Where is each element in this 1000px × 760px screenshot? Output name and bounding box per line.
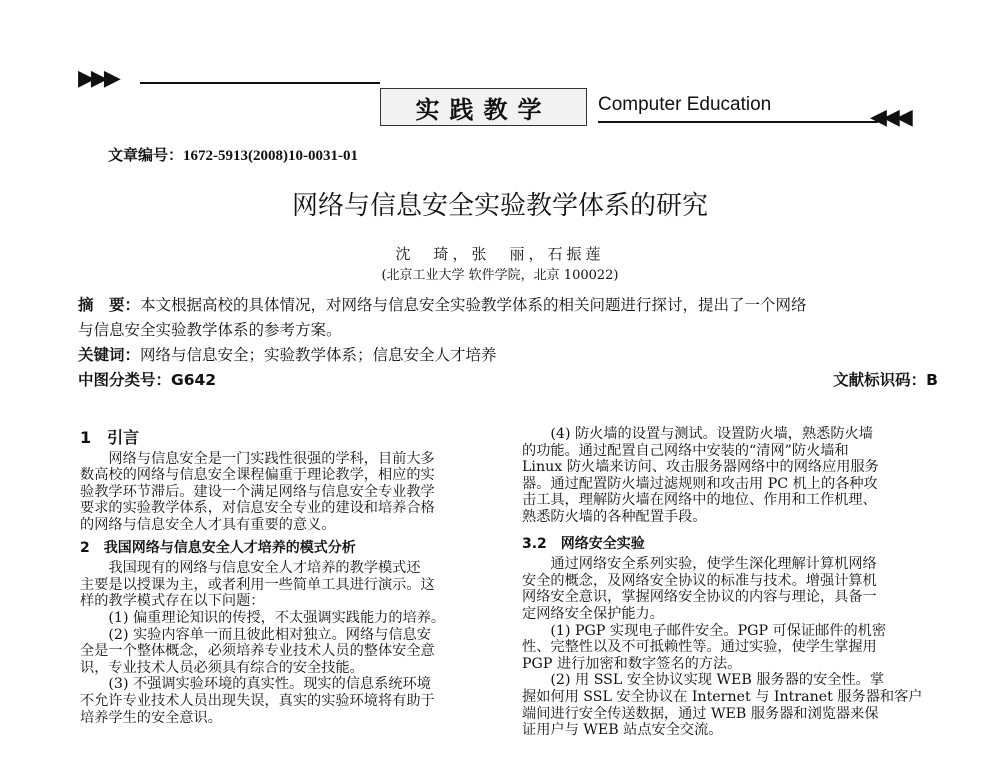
- header-rule-right: [598, 121, 878, 123]
- left-p1-line: 要求的实验教学体系，对信息安全专业的建设和培养合格: [80, 500, 435, 517]
- left-item2-line: 全是一个整体概念，必须培养专业技术人员的整体安全意: [80, 643, 435, 660]
- abstract: [78, 293, 938, 393]
- right-item4-line: (4) 防火墙的设置与测试。设置防火墙，熟悉防火墙: [550, 426, 873, 442]
- doc-code-label: 文献标识码：: [833, 371, 927, 389]
- right-item2-line: 握如何用 SSL 安全协议在 Internet 与 Intranet 服务器和客户: [522, 688, 923, 705]
- heading-model-analysis: 2 我国网络与信息安全人才培养的模式分析: [80, 539, 356, 556]
- right-p-line: 定网络安全保护能力。: [522, 605, 664, 622]
- doc-code-value: B: [926, 371, 938, 389]
- left-item2-line: 识，专业技术人员必须具有综合的安全技能。: [80, 659, 364, 676]
- left-p1-line: 数高校的网络与信息安全课程偏重于理论教学，相应的实: [80, 467, 435, 484]
- affiliation: (北京工业大学 软件学院，北京 100022): [381, 268, 619, 283]
- left-item1-line: (1) 偏重理论知识的传授，不太强调实践能力的培养。: [108, 609, 446, 626]
- abstract-line-1: [78, 293, 938, 318]
- header-rule-left: [140, 82, 380, 84]
- abstract-label: 摘 要：: [78, 296, 141, 314]
- article-number-label: 文章编号：: [108, 146, 184, 164]
- section-box: [380, 88, 587, 126]
- section-label: 实践教学: [415, 95, 552, 124]
- right-item1-line: PGP 进行加密和数字签名的方法。: [522, 655, 742, 672]
- heading-intro: 1 引言: [80, 428, 140, 447]
- right-item2-line: 证用户与 WEB 站点安全交流。: [522, 722, 723, 739]
- left-p1-line: 网络与信息安全是一门实践性很强的学科，目前大多: [108, 450, 435, 467]
- abstract-text-1: 本文根据高校的具体情况，对网络与信息安全实验教学体系的相关问题进行探讨，提出了一个网络: [140, 296, 807, 314]
- left-column: [80, 430, 490, 726]
- keywords-value: 网络与信息安全；实验教学体系；信息安全人才培养: [140, 346, 497, 364]
- right-item4-line: 的功能。通过配置自己网络中安装的“清网”防火墙和: [522, 442, 849, 459]
- article-number-value: 1672-5913(2008)10-0031-01: [183, 148, 358, 164]
- classification-label: 中图分类号：: [78, 371, 172, 389]
- paper-title: 网络与信息安全实验教学体系的研究: [291, 191, 708, 221]
- left-item3-line: 不允许专业技术人员出现失误，真实的实验环境将有助于: [80, 692, 435, 709]
- left-p2-line: 样的教学模式存在以下问题：: [80, 593, 265, 610]
- left-item3-line: (3) 不强调实验环境的真实性。现实的信息系统环境: [108, 676, 431, 693]
- right-item4-line: 击工具，理解防火墙在网络中的地位、作用和工作机理、: [522, 492, 877, 509]
- right-p-line: 通过网络安全系列实验，使学生深化理解计算机网络: [550, 556, 877, 573]
- right-item4-line: 器。通过配置防火墙过滤规则和攻击用 PC 机上的各种攻: [522, 475, 878, 492]
- left-item2-line: (2) 实验内容单一而且彼此相对独立。网络与信息安: [108, 626, 431, 643]
- right-p-line: 网络安全意识，掌握网络安全协议的内容与理论，具备一: [522, 589, 877, 606]
- right-item4-line: 熟悉防火墙的各种配置手段。: [522, 508, 707, 525]
- abstract-text-2: 与信息安全实验教学体系的参考方案。: [78, 321, 342, 339]
- right-item2-line: 端间进行安全传送数据，通过 WEB 服务器和浏览器来保: [522, 705, 879, 722]
- heading-network-security-lab: 3.2 网络安全实验: [522, 535, 645, 552]
- left-p2-line: 我国现有的网络与信息安全人才培养的教学模式还: [108, 560, 421, 577]
- classification-value: G642: [171, 371, 217, 389]
- left-p1-line: 验教学环节滞后。建设一个满足网络与信息安全专业教学: [80, 483, 435, 500]
- right-p-line: 安全的概念，及网络安全协议的标准与技术。增强计算机: [522, 572, 877, 589]
- article-number: [108, 144, 358, 165]
- left-item3-line: 培养学生的安全意识。: [80, 709, 222, 726]
- left-p2-line: 主要是以授课为主，或者利用一些简单工具进行演示。这: [80, 576, 435, 593]
- right-arrows-icon: ◀◀◀: [870, 105, 909, 130]
- right-item4-line: Linux 防火墙来访问、攻击服务器网络中的网络应用服务: [522, 459, 879, 476]
- right-column: [522, 426, 942, 739]
- right-item1-line: 性、完整性以及不可抵赖性等。通过实验，使学生掌握用: [522, 639, 877, 656]
- authors: 沈 琦，张 丽，石振莲: [395, 245, 605, 263]
- doc-code: [833, 368, 938, 393]
- section-english: Computer Education: [598, 94, 772, 115]
- right-item1-line: (1) PGP 实现电子邮件安全。PGP 可保证邮件的机密: [550, 622, 887, 639]
- right-item2-line: (2) 用 SSL 安全协议实现 WEB 服务器的安全性。掌: [550, 672, 885, 689]
- keywords-label: 关键词：: [78, 346, 141, 364]
- classification: [78, 368, 938, 393]
- left-p1-line: 的网络与信息安全人才具有重要的意义。: [80, 516, 336, 533]
- keywords: [78, 343, 938, 368]
- left-arrows-icon: ▶▶▶: [78, 66, 117, 91]
